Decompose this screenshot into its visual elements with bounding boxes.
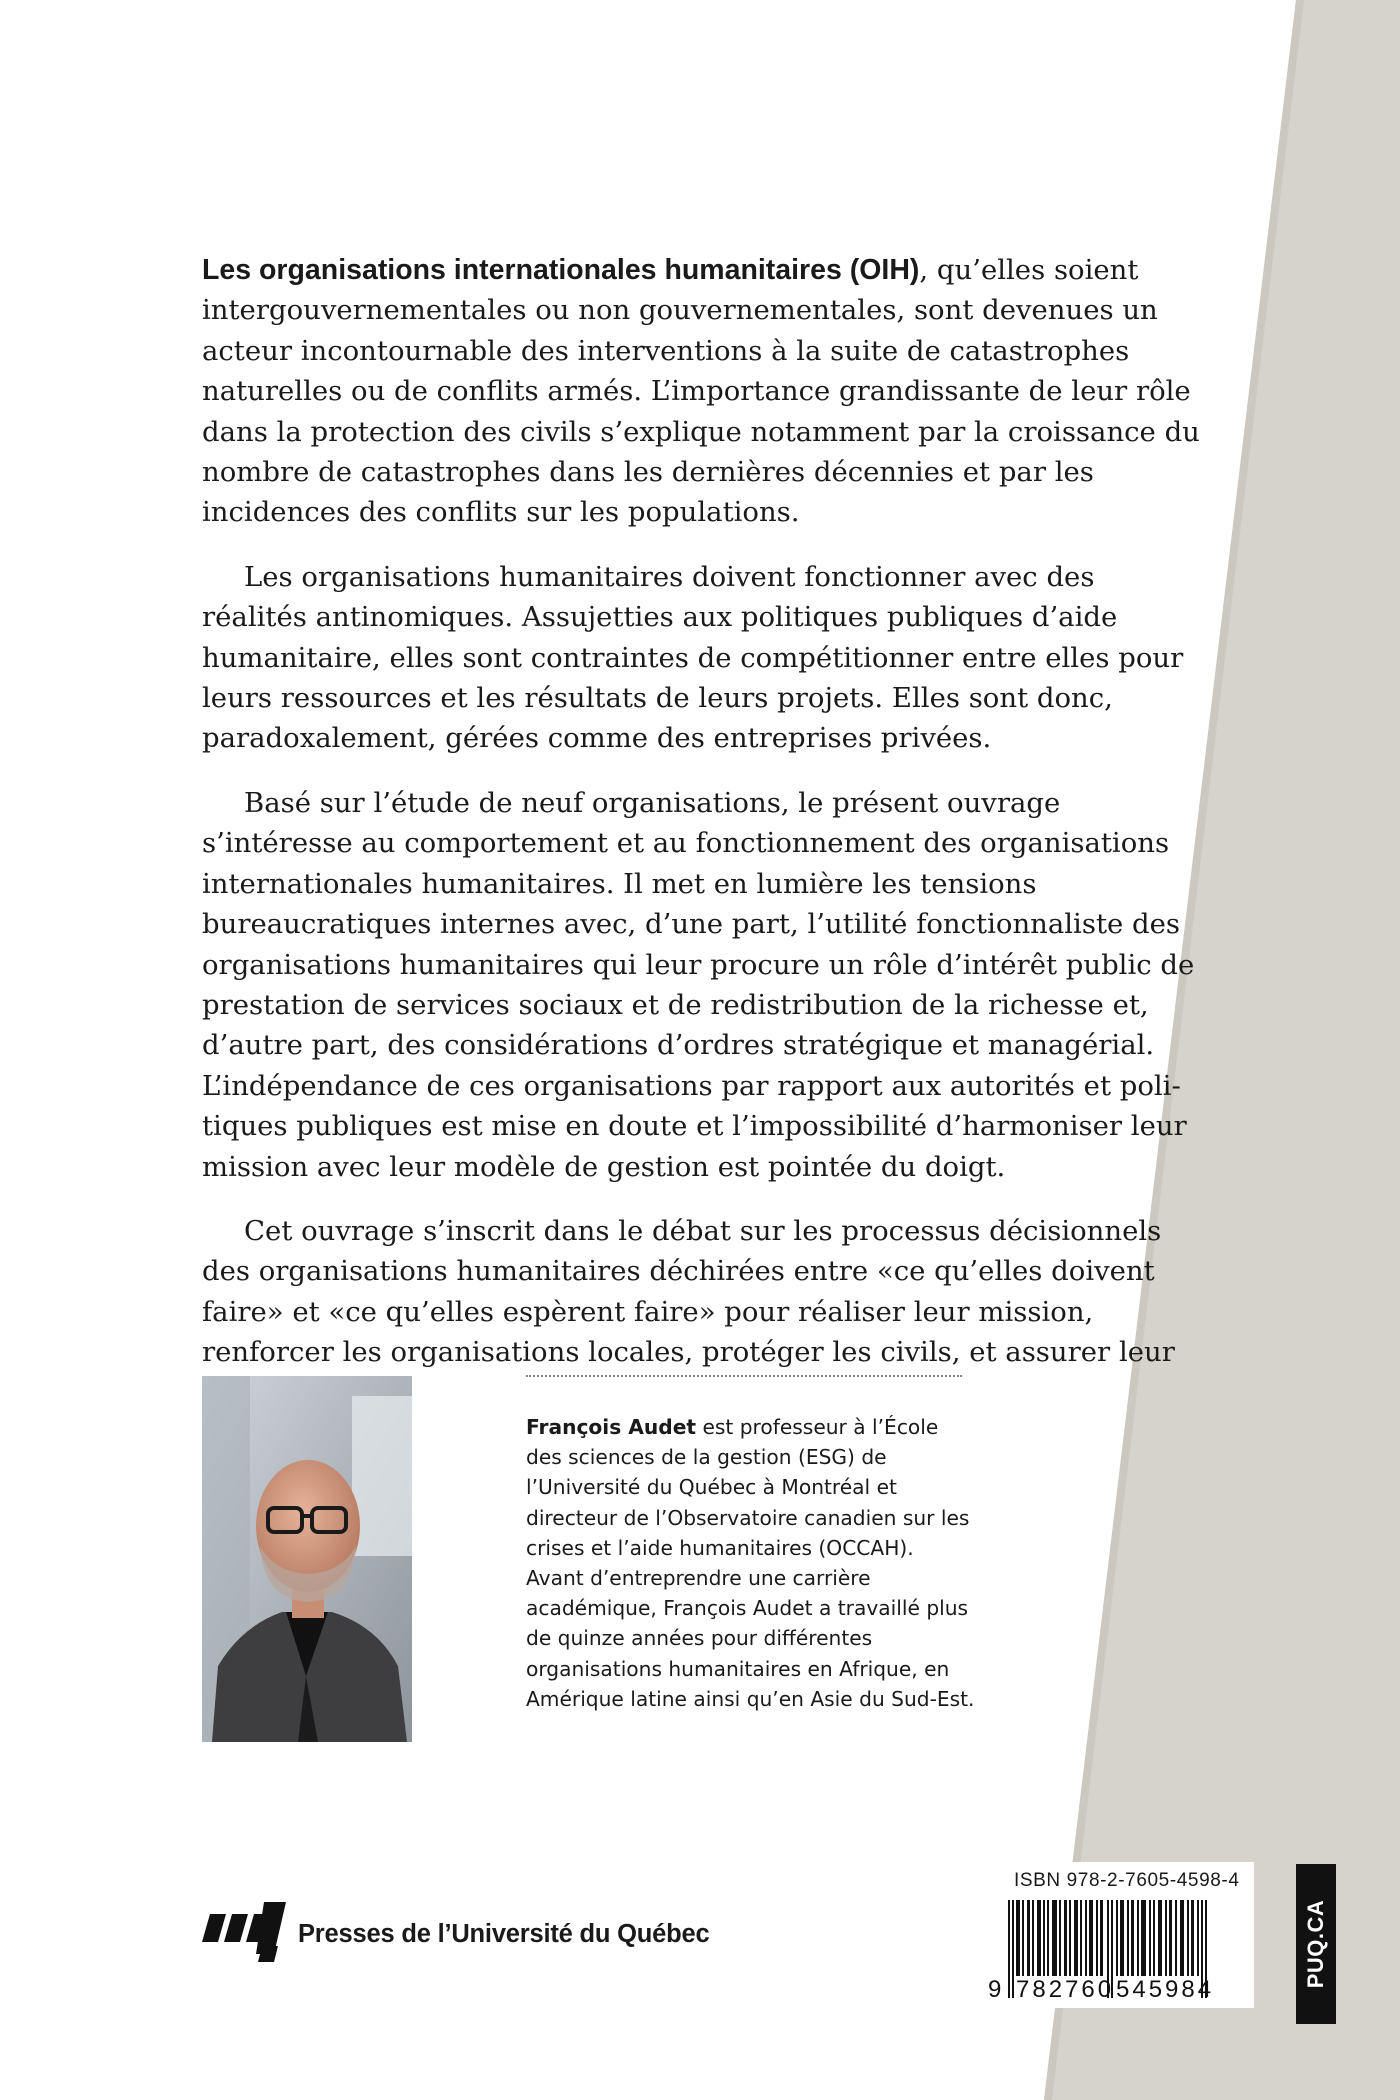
blurb-paragraph-1 [202,250,1202,533]
isbn-label: ISBN 978-2-7605-4598-4 [1014,1870,1240,1891]
publisher-name: Presses de l’Université du Québec [298,1919,710,1948]
dotted-divider [526,1375,962,1377]
blurb-paragraph-2: Les organisations humanitaires doivent fonctionner avec des réalités antinomiques. Assujetties aux politiques publiques d’aide humanitaire, elles sont contraintes de compétitionner entre elles pour leurs ressources et les résultats de leurs projets. Elles sont donc, paradoxalement, gérées comme des entreprises privées. [202,560,1184,755]
barcode-digits-right: 545984 [1116,1976,1215,1998]
author-name: François Audet [526,1415,697,1439]
blurb-paragraph-3: Basé sur l’étude de neuf organisations, le présent ouvrage s’intéresse au comportement et au fonctionnement des organisations internationales humanitaires. Il met en lumière les tensions bureaucratiques internes avec, d’une part, l’utilité fonctionnaliste des organisations humanitaires qui leur procure un rôle d’intérêt public de prestation de services sociaux et de redistribution de la richesse et, d’autre part, des considérations d’ordres stratégique et managérial. L’indépendance de ces organisations par rapport aux autorités et politiques publiques est mise en doute et l’impossibilité d’harmoniser leur mission avec leur modèle de gestion est pointée du doigt. [202,786,1195,1183]
publisher-logo-icon [202,1902,286,1966]
blurb-lead: Les organisations internationales humanitaires (OIH) [202,254,920,286]
blurb-paragraph-4: Cet ouvrage s’inscrit dans le débat sur les processus décisionnels des organisations humanitaires déchirées entre «ce qu’elles doivent faire» et «ce qu’elles espèrent faire» pour réaliser leur mission, renforcer les organisations locales, protéger les civils, et assurer leur [202,1214,1175,1369]
puq-label: PUQ.CA [1303,1899,1328,1989]
blurb-paragraph-1-text: , qu’elles soient intergouvernementales ou non gouvernementales, sont devenues un acteur incontournable des interventions à la suite de catastrophes naturelles ou de conflits armés. L’importance grandissante de leur rôle dans la protection des civils s’explique notamment par la croissance du nombre de catastrophes dans les dernières décennies et par les incidences des conflits sur les populations. [202,254,1200,529]
puq-tab [1296,1864,1336,2024]
isbn-barcode [986,1900,1246,1998]
author-bio [526,1412,976,1714]
back-cover-blurb [202,250,1202,1437]
barcode-digits-left: 782760 [1016,1976,1115,1998]
publisher-block [202,1902,710,1966]
barcode-digit-first: 9 [988,1976,1002,1998]
author-photo [202,1376,412,1742]
author-bio-text: est professeur à l’École des sciences de la gestion (ESG) de l’Université du Québec à Montréal et directeur de l’Observatoire canadien sur les crises et l’aide humanitaires (OCCAH). Avant d’entreprendre une carrière académique, François Audet a travaillé plus de quinze années pour différentes organisations humanitaires en Afrique, en Amérique latine ainsi qu’en Asie du Sud-Est. [526,1415,975,1711]
